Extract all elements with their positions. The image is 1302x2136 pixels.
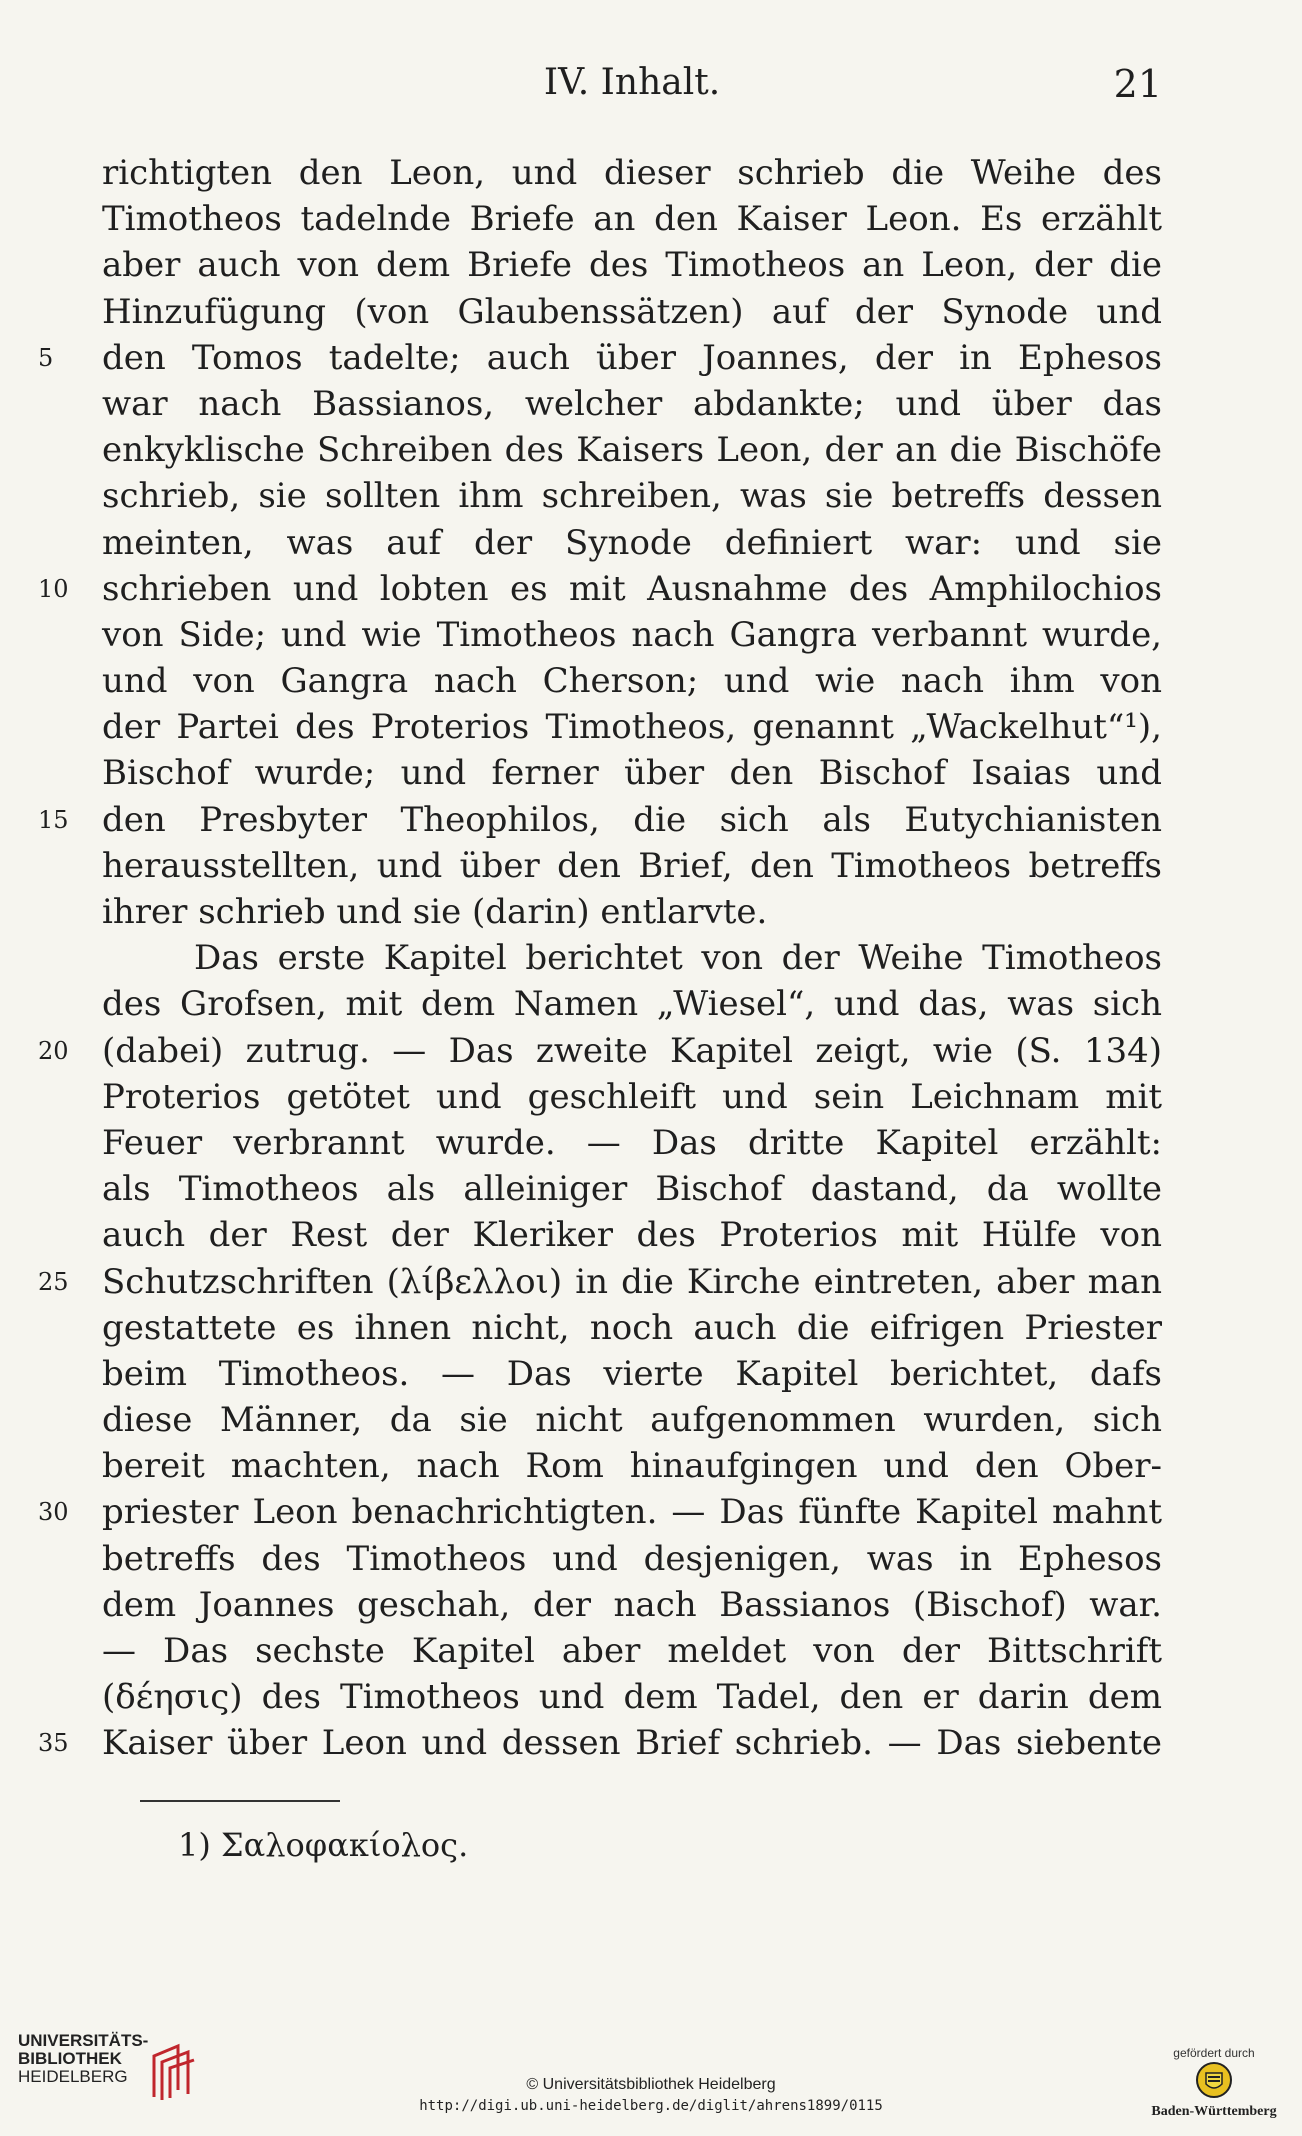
line-number: 35 [38, 1729, 69, 1758]
library-name-line2: BIBLIOTHEK [18, 2049, 122, 2068]
line-text: Feuer verbrannt wurde. — Das dritte Kapitel erzählt: [102, 1122, 1162, 1163]
line-text: ihrer schrieb und sie (darin) entlarvte. [102, 892, 768, 932]
text-line [102, 981, 1162, 1027]
text-line [102, 1166, 1162, 1212]
line-text: Kaiser über Leon und dessen Brief schrieb. — Das siebente [102, 1723, 1162, 1764]
line-text: Proterios getötet und geschleift und sein Leichnam mit [102, 1076, 1162, 1117]
state-coat-of-arms-icon [1194, 2060, 1234, 2100]
line-number: 15 [38, 805, 69, 834]
line-text: (dabei) zutrug. — Das zweite Kapitel zeigt, wie (S. 134) [102, 1030, 1162, 1071]
text-line [102, 1443, 1162, 1489]
line-text: priester Leon benachrichtigten. — Das fünfte Kapitel mahnt [102, 1492, 1162, 1533]
line-text: bereit machten, nach Rom hinaufgingen und den Ober- [102, 1446, 1162, 1487]
text-line [102, 704, 1162, 750]
text-line [102, 242, 1162, 288]
line-text: Das erste Kapitel berichtet von der Weihe Timotheos [194, 938, 1162, 979]
line-text: aber auch von dem Briefe des Timotheos an Leon, der die [102, 245, 1162, 286]
text-line [102, 935, 1162, 981]
text-line [102, 150, 1162, 196]
text-line [38, 1720, 1162, 1766]
line-text: schrieben und lobten es mit Ausnahme des Amphilochios [102, 568, 1162, 609]
line-number: 30 [38, 1498, 69, 1527]
sponsor-logo [1144, 2046, 1284, 2120]
text-line [102, 1674, 1162, 1720]
line-text: Hinzufügung (von Glaubenssätzen) auf der Synode und [102, 291, 1162, 332]
text-line [102, 196, 1162, 242]
line-text: den Tomos tadelte; auch über Joannes, der in Ephesos [102, 337, 1162, 378]
text-line [102, 658, 1162, 704]
running-header [102, 62, 1162, 112]
sponsor-name: Baden-Württemberg [1151, 2104, 1277, 2119]
line-number: 5 [38, 343, 54, 372]
line-text: auch der Rest der Kleriker des Proterios mit Hülfe von [102, 1215, 1162, 1256]
text-line [102, 289, 1162, 335]
line-text: (δέησις) des Timotheos und dem Tadel, den er darin dem [102, 1677, 1162, 1718]
footnote: 1) Σαλοφακίολος. [178, 1826, 469, 1864]
line-text: meinten, was auf der Synode definiert war: und sie [102, 522, 1162, 563]
text-line [102, 1305, 1162, 1351]
text-line [38, 1489, 1162, 1535]
line-text: Schutzschriften (λίβελλοι) in die Kirche eintreten, aber man [102, 1261, 1162, 1302]
section-title: IV. Inhalt. [543, 62, 721, 103]
text-line [102, 1536, 1162, 1582]
text-line [102, 750, 1162, 796]
line-number: 25 [38, 1267, 69, 1296]
line-text: dem Joannes geschah, der nach Bassianos (Bischof) war. [102, 1584, 1162, 1625]
text-line [38, 1028, 1162, 1074]
library-name-line1: UNIVERSITÄTS- [18, 2031, 149, 2050]
line-text: von Side; und wie Timotheos nach Gangra verbannt wurde, [102, 614, 1162, 655]
text-line [102, 381, 1162, 427]
line-number: 10 [38, 574, 69, 603]
text-line [102, 612, 1162, 658]
copyright-notice: © Universitätsbibliothek Heidelberg [526, 2076, 776, 2093]
text-line [102, 843, 1162, 889]
line-text: war nach Bassianos, welcher abdankte; und über das [102, 383, 1162, 424]
text-line [102, 520, 1162, 566]
line-text: enkyklische Schreiben des Kaisers Leon, der an die Bischöfe [102, 430, 1162, 471]
text-line [102, 889, 1162, 935]
text-line [102, 1397, 1162, 1443]
text-line [102, 1212, 1162, 1258]
text-line [102, 473, 1162, 519]
permalink[interactable]: http://digi.ub.uni-heidelberg.de/diglit/ahrens1899/0115 [419, 2098, 883, 2114]
line-number: 20 [38, 1036, 69, 1065]
text-line [102, 427, 1162, 473]
text-line [102, 1120, 1162, 1166]
footnote-rule [140, 1800, 340, 1802]
line-text: den Presbyter Theophilos, die sich als Eutychianisten [102, 799, 1162, 840]
line-text: Bischof wurde; und ferner über den Bischof Isaias und [102, 753, 1162, 794]
digitization-footer [0, 2010, 1302, 2136]
text-line [38, 566, 1162, 612]
body-text [38, 150, 1162, 1767]
text-line [38, 1259, 1162, 1305]
line-text: gestattete es ihnen nicht, noch auch die eifrigen Priester [102, 1307, 1162, 1348]
line-text: richtigten den Leon, und dieser schrieb die Weihe des [102, 153, 1162, 193]
text-line [102, 1074, 1162, 1120]
line-text: herausstellten, und über den Brief, den Timotheos betreffs [102, 845, 1162, 886]
line-text: betreffs des Timotheos und desjenigen, was in Ephesos [102, 1538, 1162, 1579]
line-text: schrieb, sie sollten ihm schreiben, was sie betreffs dessen [102, 476, 1162, 517]
text-line [38, 797, 1162, 843]
line-text: der Partei des Proterios Timotheos, genannt „Wackelhut“¹), [102, 707, 1162, 748]
line-text: des Grofsen, mit dem Namen „Wiesel“, und das, was sich [102, 984, 1162, 1025]
text-line [38, 335, 1162, 381]
text-line [102, 1582, 1162, 1628]
text-line [102, 1628, 1162, 1674]
line-text: als Timotheos als alleiniger Bischof dastand, da wollte [102, 1169, 1162, 1210]
line-text: Timotheos tadelnde Briefe an den Kaiser Leon. Es erzählt [102, 199, 1162, 240]
page-number: 21 [1113, 62, 1162, 106]
sponsor-label: gefördert durch [1173, 2046, 1255, 2060]
line-text: — Das sechste Kapitel aber meldet von der Bittschrift [102, 1631, 1162, 1671]
text-line [102, 1351, 1162, 1397]
library-name-line3: HEIDELBERG [18, 2067, 128, 2086]
line-text: diese Männer, da sie nicht aufgenommen wurden, sich [102, 1400, 1162, 1441]
line-text: und von Gangra nach Cherson; und wie nach ihm von [102, 661, 1162, 702]
line-text: beim Timotheos. — Das vierte Kapitel berichtet, dafs [102, 1353, 1162, 1394]
